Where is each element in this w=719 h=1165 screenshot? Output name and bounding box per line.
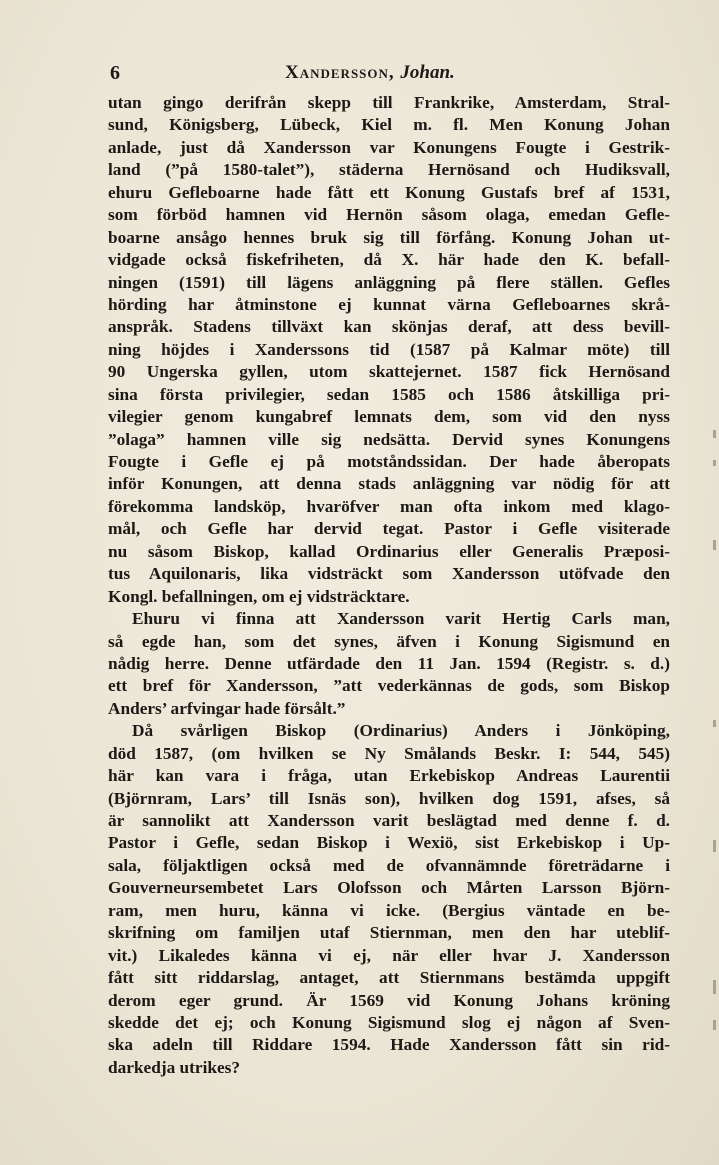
- text-line: Anders’ arfvingar hade försålt.”: [108, 698, 346, 718]
- body-text: [108, 92, 670, 1079]
- edge-mark: [713, 430, 716, 438]
- text-line: land (”på 1580-talet”), städerna Hernösand och Hudiksvall,: [108, 160, 670, 180]
- text-line: (Björnram, Lars’ till Isnäs son), hvilken dog 1591, afses, så: [108, 788, 670, 808]
- text-line: skrifning om familjen utaf Stiernman, men den har uteblif-: [108, 923, 670, 943]
- text-line: sala, följaktligen också med de ofvannämnde företrädarne i: [108, 855, 670, 875]
- edge-mark: [713, 460, 716, 466]
- text-line: hörding har åtminstone ej kunnat värna Gefleboarnes skrå-: [108, 294, 670, 314]
- text-line: Ehuru vi finna att Xandersson varit Hertig Carls man,: [132, 609, 670, 629]
- text-line: inför Konungen, att denna stads anläggning var nödig för att: [108, 474, 670, 494]
- text-line: vidgade också fiskefriheten, då X. här hade den K. befall-: [108, 250, 670, 270]
- running-head-given-name: Johan.: [400, 62, 455, 83]
- text-line: ningen (1591) till lägens anläggning på flere ställen. Gefles: [108, 272, 670, 292]
- text-line: nådig herre. Denne utfärdade den 11 Jan. 1594 (Registr. s. d.): [108, 653, 670, 673]
- text-line: som förböd hamnen vid Hernön såsom olaga, emedan Gefle-: [108, 205, 670, 225]
- text-line: sund, Königsberg, Lübeck, Kiel m. fl. Men Konung Johan: [108, 115, 670, 135]
- running-head: Xandersson, Johan.: [285, 62, 455, 83]
- text-line: anspråk. Stadens tillväxt kan skönjas deraf, att dess bevill-: [108, 317, 670, 337]
- edge-mark: [713, 980, 716, 994]
- text-line: förekomma landsköp, hvaröfver man ofta inkom med klago-: [108, 496, 670, 516]
- text-line: mål, och Gefle har dervid tegat. Pastor i Gefle visiterade: [108, 519, 670, 539]
- text-line: Då svårligen Biskop (Ordinarius) Anders i Jönköping,: [132, 721, 670, 741]
- text-line: anlade, just då Xandersson var Konungens Fougte i Gestrik-: [108, 137, 670, 157]
- text-line: boarne ansågo hennes bruk sig till förfång. Konung Johan ut-: [108, 227, 670, 247]
- text-line: vilegier genom kungabref lemnats dem, som vid den nyss: [108, 407, 670, 427]
- text-line: fått sitt riddarslag, antaget, att Stiernmans bestämda uppgift: [108, 968, 670, 988]
- text-line: 90 Ungerska gyllen, utom skattejernet. 1587 fick Hernösand: [108, 362, 670, 382]
- paragraph-3: [108, 720, 670, 1079]
- text-line: skedde det ej; och Konung Sigismund slog ej någon af Sven-: [108, 1012, 670, 1032]
- text-line: är sannolikt att Xandersson varit beslägtad med denne f. d.: [108, 811, 670, 830]
- text-line: nu såsom Biskop, kallad Ordinarius eller Generalis Præposi-: [108, 541, 670, 561]
- text-line: här kan vara i fråga, utan Erkebiskop Andreas Laurentii: [108, 766, 670, 786]
- text-line: ”olaga” hamnen ville sig nedsätta. Dervid synes Konungens: [108, 429, 670, 449]
- paragraph-1: [108, 92, 670, 608]
- paragraph-2: [108, 608, 670, 720]
- text-line: tus Aquilonaris, lika vidsträckt som Xandersson utöfvade den: [108, 564, 670, 584]
- text-line: utan gingo derifrån skepp till Frankrike, Amsterdam, Stral-: [108, 93, 670, 112]
- text-line: Kongl. befallningen, om ej vidsträcktare.: [108, 586, 410, 606]
- edge-mark: [713, 720, 716, 727]
- text-line: vit.) Likaledes känna vi ej, när eller hvar J. Xandersson: [108, 945, 670, 965]
- text-line: ning höjdes i Xanderssons tid (1587 på Kalmar möte) till: [108, 339, 670, 359]
- running-head-surname: Xandersson: [285, 62, 389, 83]
- page-header: [110, 62, 670, 88]
- text-line: död 1587, (om hvilken se Ny Smålands Beskr. I: 544, 545): [108, 743, 670, 763]
- text-line: Gouverneursembetet Lars Olofsson och Mårten Larsson Björn-: [108, 878, 670, 898]
- text-line: så egde han, som det synes, äfven i Konung Sigismund en: [108, 631, 670, 651]
- edge-mark: [713, 540, 716, 550]
- text-line: ska adeln till Riddare 1594. Hade Xandersson fått sin rid-: [108, 1035, 670, 1055]
- text-line: ett bref för Xandersson, ”att vederkännas de gods, som Biskop: [108, 676, 670, 696]
- edge-mark: [713, 840, 716, 852]
- text-line: Pastor i Gefle, sedan Biskop i Wexiö, sist Erkebiskop i Up-: [108, 833, 670, 853]
- text-line: sina första privilegier, sedan 1585 och 1586 åtskilliga pri-: [108, 384, 670, 404]
- text-line: derom eger grund. Är 1569 vid Konung Johans kröning: [108, 990, 670, 1010]
- text-line: ehuru Gefleboarne hade fått ett Konung Gustafs bref af 1531,: [108, 182, 670, 202]
- text-line: ram, men huru, känna vi icke. (Bergius väntade en be-: [108, 900, 670, 920]
- page-edge-bleed: [707, 420, 719, 1060]
- text-line: Fougte i Gefle ej på motståndssidan. Der hade åberopats: [108, 452, 670, 471]
- page-number: 6: [110, 62, 120, 84]
- edge-mark: [713, 1020, 716, 1030]
- text-line: darkedja utrikes?: [108, 1057, 241, 1077]
